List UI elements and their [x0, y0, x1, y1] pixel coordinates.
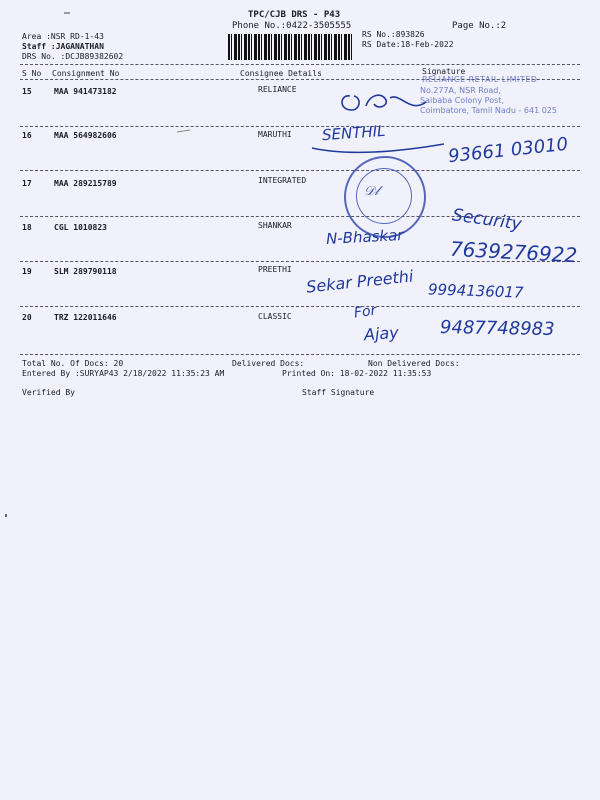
signature-name: N-Bhaskar — [325, 225, 404, 249]
seal-signature: 𝒟𝓁 — [364, 184, 379, 199]
signature-role: Security — [450, 205, 523, 235]
row-consignee: RELIANCE — [258, 85, 297, 94]
signature-phone: 9994136017 — [427, 280, 524, 302]
row-divider — [20, 126, 580, 127]
signature-for: For — [352, 302, 378, 322]
row-consignee: INTEGRATED — [258, 176, 307, 185]
signature-phone: 9487748983 — [439, 317, 555, 340]
col-header-consignment: Consignment No — [52, 69, 120, 78]
stamp-line: Saibaba Colony Post, — [420, 96, 504, 105]
entered-by: Entered By :SURYAP43 2/18/2022 11:35:23 AM — [22, 369, 225, 378]
phone-number: Phone No.:0422-3505555 — [232, 21, 352, 31]
header-divider — [20, 64, 580, 65]
col-header-sno: S No — [22, 69, 42, 78]
row-sno: 16 — [22, 131, 32, 140]
stamp-line: No.277A, NSR Road, — [420, 86, 501, 95]
row-consignment: SLM 289790118 — [54, 267, 117, 276]
row-divider — [20, 306, 580, 307]
row-sno: 17 — [22, 179, 32, 188]
table-bottom-divider — [20, 354, 580, 355]
row-sno: 18 — [22, 223, 32, 232]
row-consignee: SHANKAR — [258, 221, 292, 230]
signature-name: Sekar Preethi — [305, 266, 415, 297]
row-consignment: TRZ 122011646 — [54, 313, 117, 322]
total-docs: Total No. Of Docs: 20 — [22, 359, 124, 368]
staff-signature-label: Staff Signature — [302, 388, 375, 397]
signature-phone: 7639276922 — [449, 236, 578, 268]
row-consignment: MAA 289215789 — [54, 179, 117, 188]
row-divider — [20, 170, 580, 171]
col-header-consignee: Consignee Details — [240, 69, 322, 78]
scan-speck — [64, 12, 70, 14]
row-consignee: PREETHI — [258, 265, 292, 274]
signature-phone: 93661 03010 — [447, 133, 570, 168]
row-sno: 19 — [22, 267, 32, 276]
printed-on: Printed On: 18-02-2022 11:35:53 — [282, 369, 432, 378]
document-title: TPC/CJB DRS - P43 — [248, 10, 341, 20]
verified-by-label: Verified By — [22, 388, 75, 397]
row-consignment: MAA 564982606 — [54, 131, 117, 140]
row-consignment: MAA 941473182 — [54, 87, 117, 96]
page-number: Page No.:2 — [452, 21, 507, 31]
non-delivered-docs: Non Delivered Docs: — [368, 359, 460, 368]
rs-number: RS No.:893826 — [362, 30, 425, 39]
row-sno: 20 — [22, 313, 32, 322]
company-seal — [344, 156, 426, 238]
row-consignee: CLASSIC — [258, 312, 292, 321]
stamp-line: Coimbatore, Tamil Nadu - 641 025 — [420, 106, 557, 115]
staff-field: Staff :JAGANATHAN — [22, 42, 104, 51]
drs-number: DRS No. :DCJB89382602 — [22, 52, 124, 61]
signature-name: SENTHIL — [321, 121, 387, 145]
signature-name: Ajay — [363, 322, 400, 345]
area-field: Area :NSR RD-1-43 — [22, 32, 104, 41]
rs-date: RS Date:18-Feb-2022 — [362, 40, 454, 49]
col-header-signature: Signature — [422, 67, 466, 76]
stamp-line: RELIANCE RETAIL LIMITED — [422, 75, 538, 84]
pen-mark-image — [176, 128, 192, 134]
delivered-docs: Delivered Docs: — [232, 359, 305, 368]
signature-image — [330, 84, 440, 122]
row-consignment: CGL 1010823 — [54, 223, 107, 232]
scan-speck — [5, 514, 7, 517]
barcode-image — [228, 34, 352, 60]
row-consignee: MARUTHI — [258, 130, 292, 139]
row-sno: 15 — [22, 87, 32, 96]
